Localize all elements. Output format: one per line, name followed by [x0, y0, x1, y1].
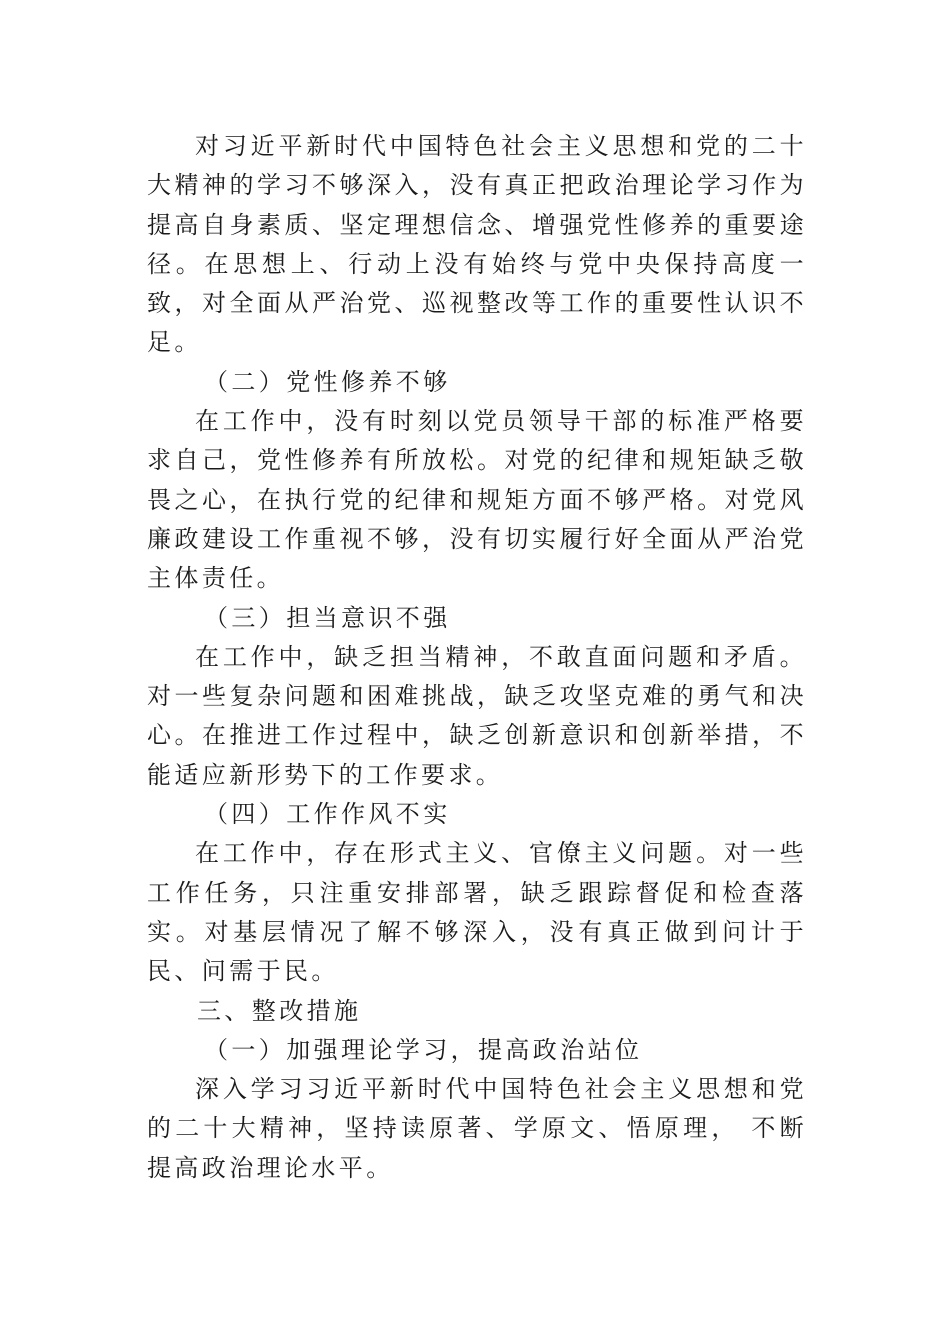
paragraph-strengthen-study: 深入学习习近平新时代中国特色社会主义思想和党的二十大精神，坚持读原著、学原文、悟原理， 不断提高政治理论水平。: [147, 1075, 807, 1182]
heading-work-style: （四）工作作风不实: [204, 800, 451, 829]
paragraph-party-spirit: 在工作中，没有时刻以党员领导干部的标准严格要求自己，党性修养有所放松。对党的纪律和规矩缺乏敬畏之心，在执行党的纪律和规矩方面不够严格。对党风廉政建设工作重视不够，没有切实履行好全面从严治党主体责任。: [147, 407, 807, 593]
paragraph-theory-study: 对习近平新时代中国特色社会主义思想和党的二十大精神的学习不够深入，没有真正把政治理论学习作为提高自身素质、坚定理想信念、增强党性修养的重要途径。在思想上、行动上没有始终与党中央保持高度一致，对全面从严治党、巡视整改等工作的重要性认识不足。: [147, 132, 807, 357]
section-heading-rectification: 三、整改措施: [197, 996, 362, 1025]
heading-responsibility: （三）担当意识不强: [204, 603, 451, 632]
paragraph-responsibility: 在工作中，缺乏担当精神，不敢直面问题和矛盾。对一些复杂问题和困难挑战，缺乏攻坚克难的勇气和决心。在推进工作过程中，缺乏创新意识和创新举措，不能适应新形势下的工作要求。: [147, 642, 807, 789]
paragraph-work-style: 在工作中，存在形式主义、官僚主义问题。对一些工作任务，只注重安排部署，缺乏跟踪督促和检查落实。对基层情况了解不够深入，没有真正做到问计于民、问需于民。: [147, 839, 807, 986]
heading-strengthen-study: （一）加强理论学习，提高政治站位: [204, 1035, 643, 1064]
heading-party-spirit: （二）党性修养不够: [204, 367, 451, 396]
document-body: [147, 127, 807, 1188]
